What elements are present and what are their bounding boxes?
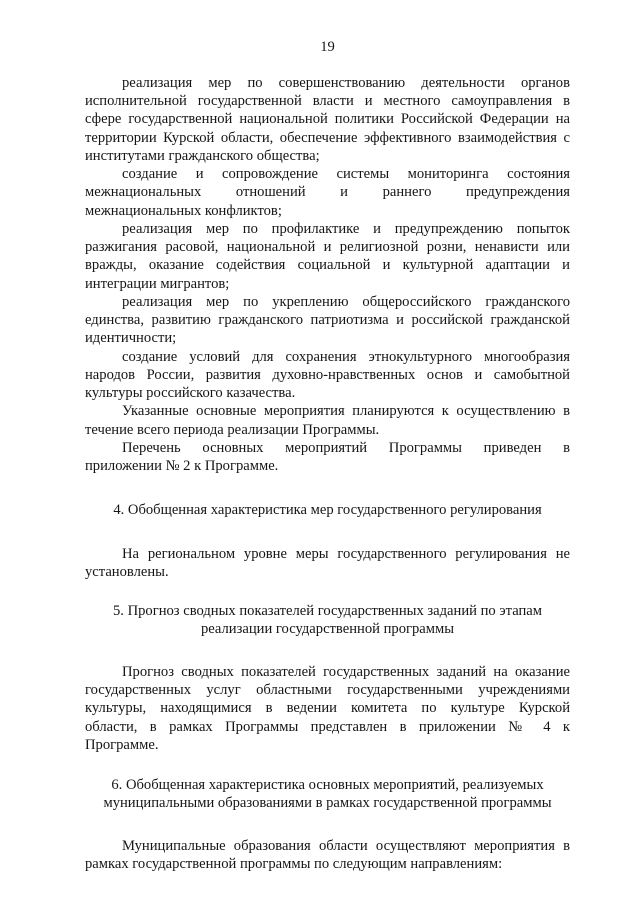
implementation-note <box>85 402 570 439</box>
text-line: Муниципальные образования области осуществляют мероприятия в <box>122 837 570 854</box>
measure-item <box>85 165 570 220</box>
section-4-heading <box>85 501 570 519</box>
text-line: интеграции мигрантов; <box>85 275 230 292</box>
text-line: реализация мер по профилактике и предупреждению попыток <box>122 220 570 237</box>
heading-line: 4. Обобщенная характеристика мер государственного регулирования <box>113 501 542 518</box>
section-4-text <box>85 545 570 582</box>
text-line: реализация мер по совершенствованию деятельности органов <box>122 74 570 91</box>
page-body <box>85 74 570 874</box>
page-number: 19 <box>320 39 335 55</box>
measure-item <box>85 293 570 348</box>
text-line: единства, развитию гражданского патриотизма и российской гражданской <box>85 312 570 329</box>
text-line: реализация мер по укреплению общероссийского гражданского <box>122 293 570 310</box>
text-line: идентичности; <box>85 330 177 347</box>
text-line: Указанные основные мероприятия планируются к осуществлению в <box>122 403 570 420</box>
text-line: Перечень основных мероприятий Программы приведен в <box>122 439 570 456</box>
text-line: межнациональных конфликтов; <box>85 202 282 219</box>
appendix-reference <box>85 439 570 476</box>
text-line: Программе. <box>85 736 159 753</box>
text-line: разжигания расовой, национальной и религиозной розни, ненависти или <box>85 239 570 256</box>
heading-line: 6. Обобщенная характеристика основных мероприятий, реализуемых <box>111 776 544 793</box>
text-line: создание условий для сохранения этнокультурного многообразия <box>122 348 570 365</box>
section-5-heading <box>85 602 570 639</box>
heading-line: муниципальными образованиями в рамках государственной программы <box>103 795 552 812</box>
heading-line: реализации государственной программы <box>200 621 455 638</box>
text-line: На региональном уровне меры государственного регулирования не <box>122 545 570 562</box>
section-5-text <box>85 663 570 754</box>
text-line: вражды, оказание содействия социальной и культурной адаптации и <box>85 257 570 274</box>
text-line: исполнительной государственной власти и местного самоуправления в <box>85 93 570 110</box>
text-line: сфере государственной национальной политики Российской Федерации на <box>85 111 570 128</box>
text-line: территории Курской области, обеспечение эффективного взаимодействия с <box>85 129 570 146</box>
text-line: культуры, находящимися в ведении комитета по культуре Курской <box>85 700 570 717</box>
text-line: Прогноз сводных показателей государственных заданий на оказание <box>122 663 570 680</box>
text-line: области, в рамках Программы представлен в приложении № 4 к <box>85 718 570 735</box>
text-line: институтами гражданского общества; <box>85 147 320 164</box>
text-line: рамках государственной программы по следующим направлениям: <box>85 856 503 873</box>
text-line: культуры российского казачества. <box>85 385 296 402</box>
text-line: государственных услуг областными государственными учреждениями <box>85 682 570 699</box>
text-line: установлены. <box>85 564 169 581</box>
section-6-heading <box>85 776 570 813</box>
measure-item <box>85 220 570 293</box>
text-line: приложении № 2 к Программе. <box>85 458 279 475</box>
heading-line: 5. Прогноз сводных показателей государственных заданий по этапам <box>112 602 542 619</box>
measure-item <box>85 74 570 165</box>
text-line: межнациональных отношений и раннего предупреждения <box>85 184 570 201</box>
measure-item <box>85 348 570 403</box>
section-6-text <box>85 837 570 874</box>
text-line: создание и сопровождение системы мониторинга состояния <box>122 166 570 183</box>
text-line: течение всего периода реализации Программы. <box>85 421 380 438</box>
text-line: народов России, развития духовно-нравственных основ и самобытной <box>85 366 570 383</box>
